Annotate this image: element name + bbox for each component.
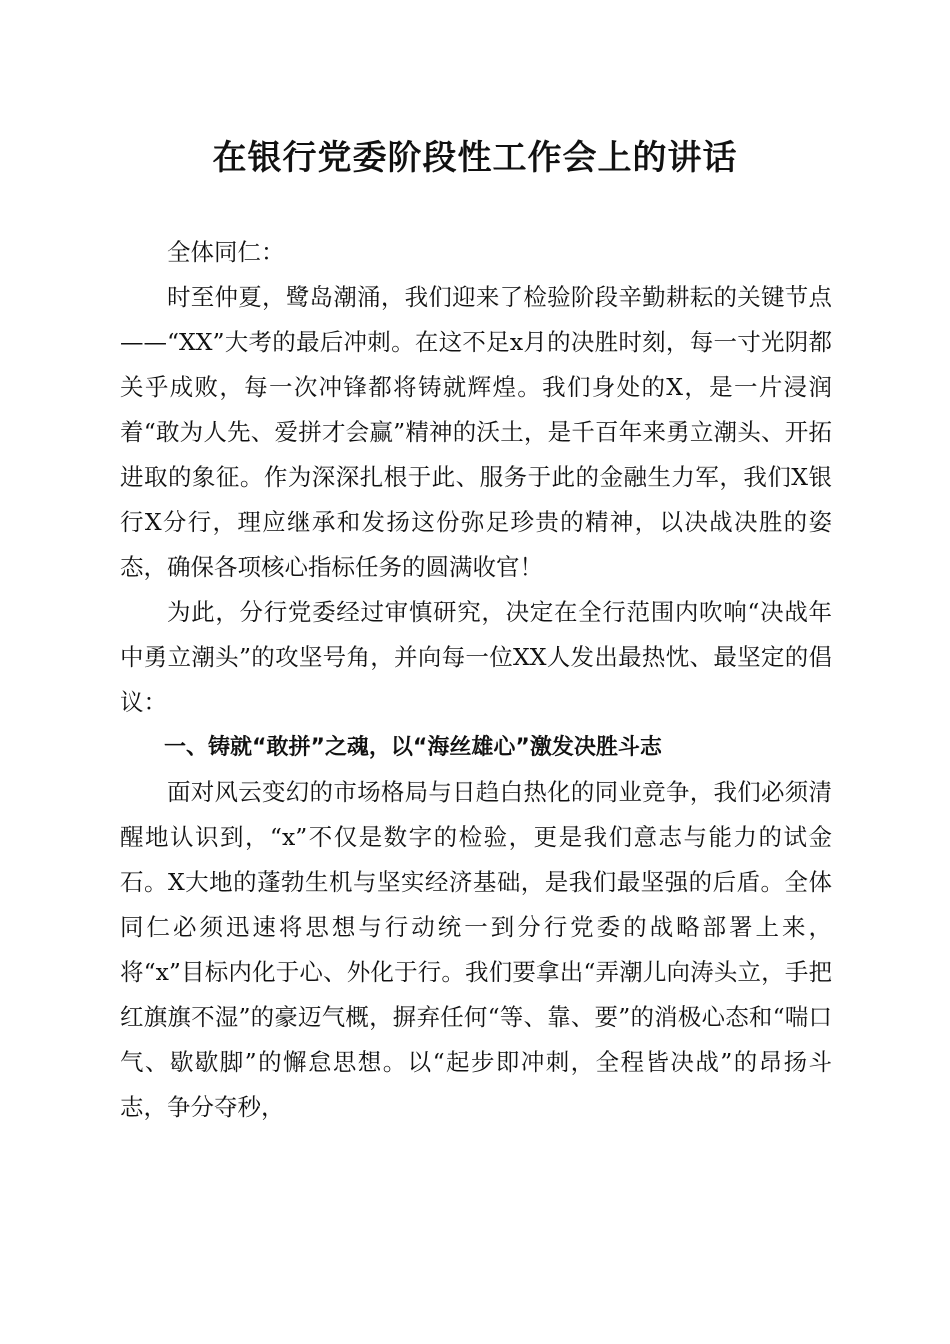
document-body: [120, 230, 832, 1130]
paragraph-section-1: 面对风云变幻的市场格局与日趋白热化的同业竞争，我们必须清醒地认识到，“x”不仅是数字的检验，更是我们意志与能力的试金石。X大地的蓬勃生机与坚实经济基础，是我们最坚强的后盾。全体同仁必须迅速将思想与行动统一到分行党委的战略部署上来，将“x”目标内化于心、外化于行。我们要拿出“弄潮儿向涛头立，手把红旗旗不湿”的豪迈气概，摒弃任何“等、靠、要”的消极心态和“喘口气、歇歇脚”的懈怠思想。以“起步即冲刺，全程皆决战”的昂扬斗志，争分夺秒，: [120, 778, 832, 1121]
paragraph-initiative: 为此，分行党委经过审慎研究，决定在全行范围内吹响“决战年中勇立潮头”的攻坚号角，并向每一位XX人发出最热忱、最坚定的倡议：: [120, 598, 832, 716]
paragraph-opening: 时至仲夏，鹭岛潮涌，我们迎来了检验阶段辛勤耕耘的关键节点——“XX”大考的最后冲刺。在这不足x月的决胜时刻，每一寸光阴都关乎成败，每一次冲锋都将铸就辉煌。我们身处的X，是一片浸润着“敢为人先、爱拼才会赢”精神的沃土，是千百年来勇立潮头、开拓进取的象征。作为深深扎根于此、服务于此的金融生力军，我们X银行X分行，理应继承和发扬这份弥足珍贵的精神，以决战决胜的姿态，确保各项核心指标任务的圆满收官！: [120, 283, 832, 581]
document-title: 在银行党委阶段性工作会上的讲话: [212, 138, 738, 178]
salutation: 全体同仁：: [167, 238, 285, 266]
section-heading-1: 一、铸就“敢拼”之魂，以“海丝雄心”激发决胜斗志: [164, 735, 662, 760]
